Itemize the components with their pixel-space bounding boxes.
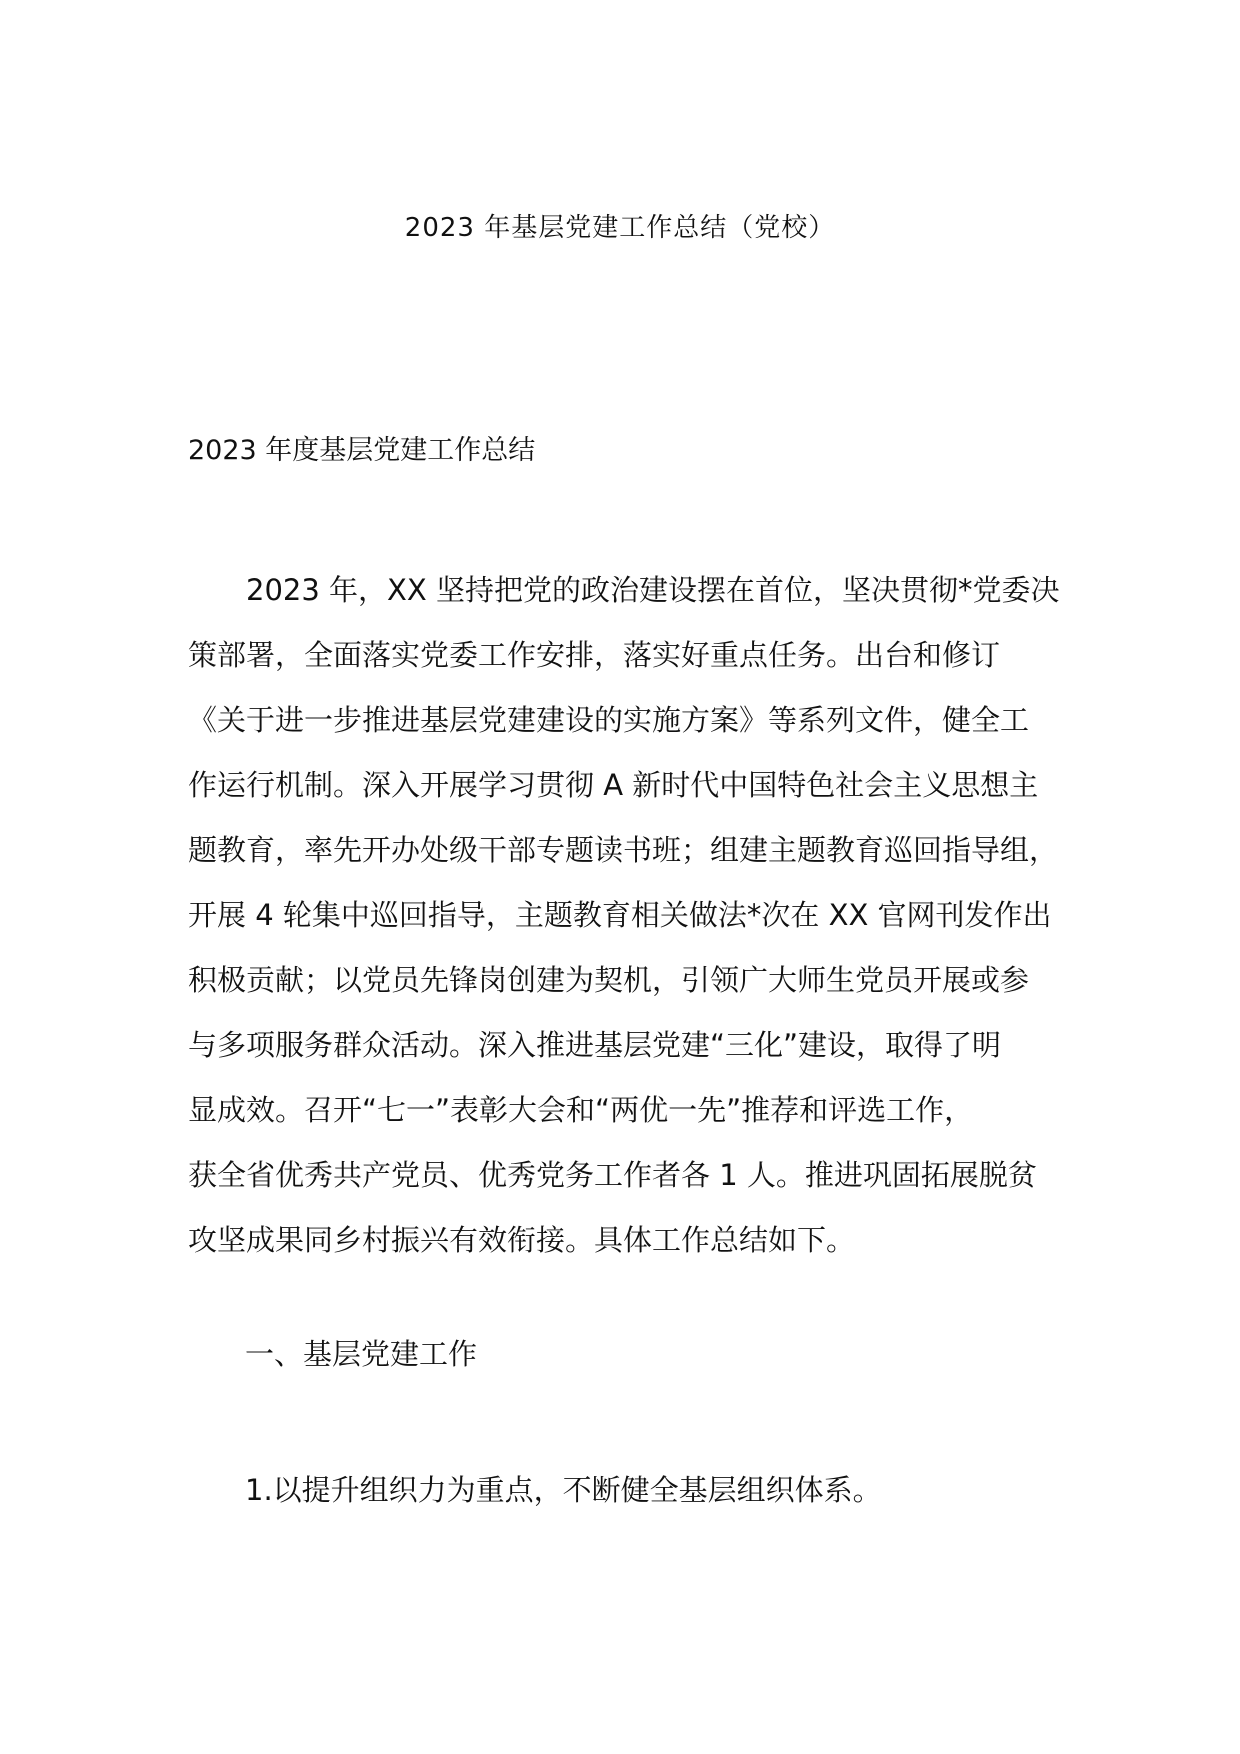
document-title: 2023 年基层党建工作总结（党校） (404, 213, 836, 243)
paragraph-line: 作运行机制。深入开展学习贯彻 A 新时代中国特色社会主义思想主 (188, 768, 1039, 802)
paragraph-line: 2023 年，XX 坚持把党的政治建设摆在首位，坚决贯彻*党委决 (188, 573, 1060, 607)
paragraph-line: 策部署，全面落实党委工作安排，落实好重点任务。出台和修订 (188, 638, 1001, 672)
paragraph-line: 与多项服务群众活动。深入推进基层党建“三化”建设，取得了明 (188, 1028, 1002, 1062)
paragraph-line: 题教育，率先开办处级干部专题读书班；组建主题教育巡回指导组， (188, 833, 1059, 867)
section-heading: 一、基层党建工作 (245, 1337, 478, 1371)
paragraph-line: 《关于进一步推进基层党建建设的实施方案》等系列文件，健全工 (188, 703, 1030, 737)
body-paragraph (188, 558, 1088, 1273)
paragraph-line: 积极贡献；以党员先锋岗创建为契机，引领广大师生党员开展或参 (188, 963, 1030, 997)
document-subtitle: 2023 年度基层党建工作总结 (188, 435, 536, 466)
paragraph-line: 开展 4 轮集中巡回指导，主题教育相关做法*次在 XX 官网刊发作出 (188, 898, 1052, 932)
item-heading: 1.以提升组织力为重点，不断健全基层组织体系。 (245, 1473, 882, 1507)
paragraph-line: 获全省优秀共产党员、优秀党务工作者各 1 人。推进巩固拓展脱贫 (188, 1158, 1037, 1192)
paragraph-line: 攻坚成果同乡村振兴有效衔接。具体工作总结如下。 (188, 1223, 856, 1257)
paragraph-line: 显成效。召开“七一”表彰大会和“两优一先”推荐和评选工作， (188, 1093, 974, 1127)
